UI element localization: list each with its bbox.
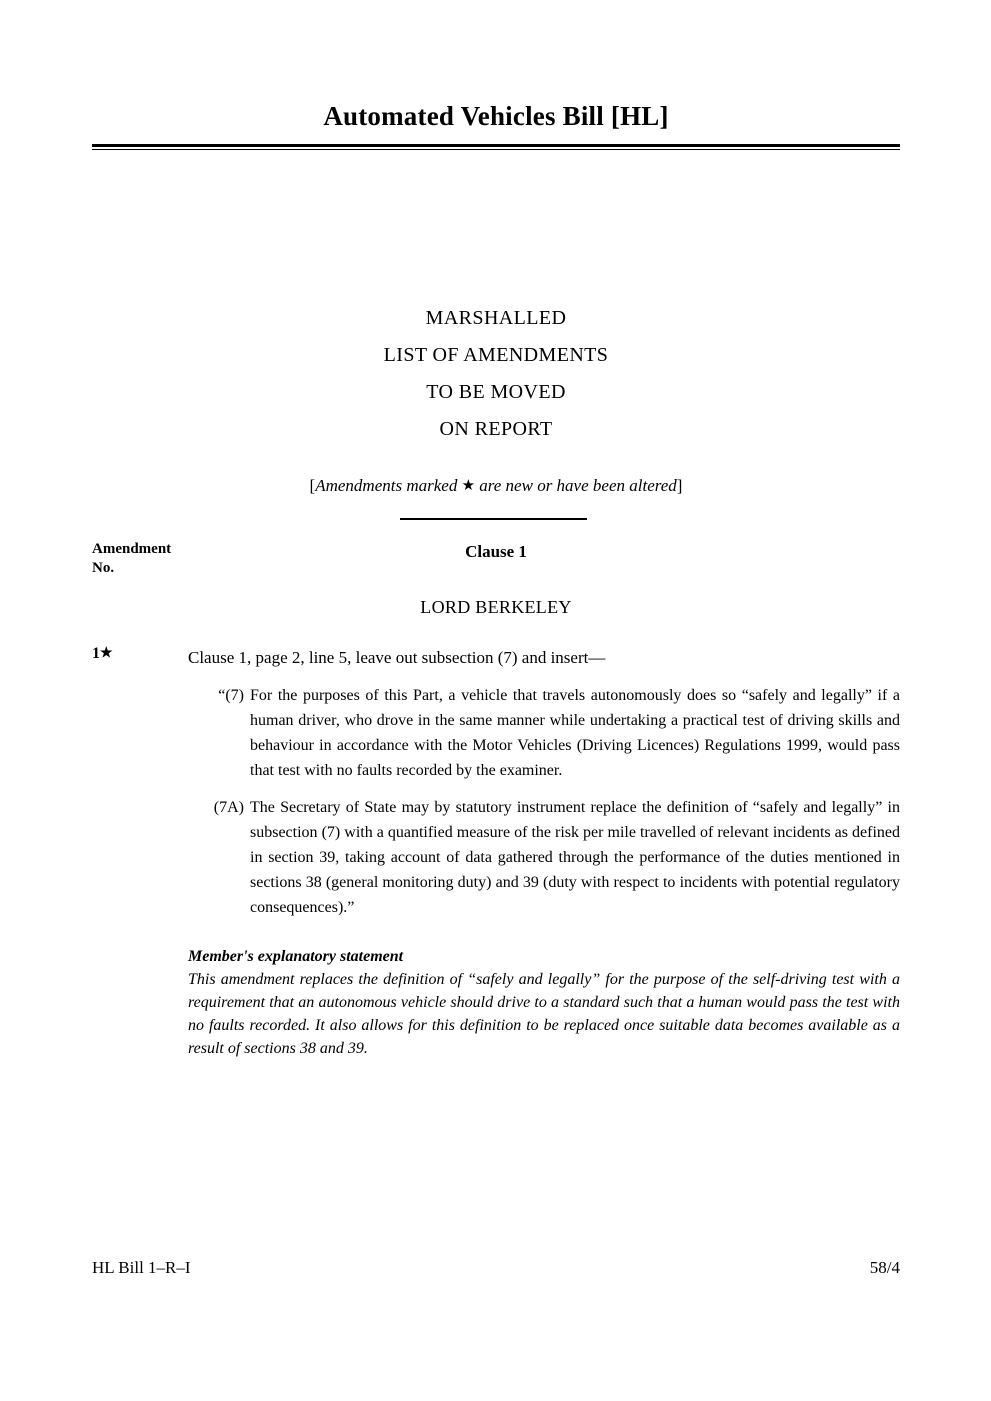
amendment-number xyxy=(92,645,162,663)
clause-separator-rule xyxy=(400,518,587,520)
amendment-number-value: 1 xyxy=(92,645,100,662)
page-footer xyxy=(92,1258,900,1278)
amendment-lead-text: Clause 1, page 2, line 5, leave out subsection (7) and insert— xyxy=(188,648,606,667)
heading-marshalled: MARSHALLED xyxy=(425,307,567,329)
note-text-after-star: are new or have been altered xyxy=(475,476,677,495)
title-rule-thin xyxy=(92,149,900,150)
title-block xyxy=(92,100,900,150)
note-open-bracket: [ xyxy=(309,476,316,495)
page-title: Automated Vehicles Bill [HL] xyxy=(323,101,669,131)
explanatory-statement xyxy=(188,945,900,1060)
amendment-head-row xyxy=(92,645,900,671)
amendment-no-label-line2: No. xyxy=(92,560,115,576)
subsection-item xyxy=(92,795,900,920)
footer-bill-reference: HL Bill 1–R–I xyxy=(92,1258,191,1277)
amendment-block xyxy=(92,645,900,1060)
heading-stack xyxy=(92,300,900,498)
note-text-before-star: Amendments marked xyxy=(315,476,462,495)
note-close-bracket: ] xyxy=(676,476,683,495)
explanatory-statement-body: This amendment replaces the definition of “safely and legally” for the purpose of the self-driving test with a requirement that an autonomous vehicle should drive to a standard such that a human would pass the test with no faults recorded. It also allows for this definition to be replaced once suitable data becomes available as a result of sections 38 and 39. xyxy=(188,971,900,1057)
subsection-text: For the purposes of this Part, a vehicle that travels autonomously does so “safely and legally” if a human driver, who drove in the same manner while undertaking a practical test of driving skills and behaviour in accordance with the Motor Vehicles (Driving Licences) Regulations 1999, would pass that test with no faults recorded by the examiner. xyxy=(250,687,900,779)
subsection-label: “(7) xyxy=(218,687,244,704)
heading-list-of-amendments: LIST OF AMENDMENTS xyxy=(383,344,609,366)
clause-heading: Clause 1 xyxy=(465,542,527,561)
star-icon: ★ xyxy=(100,646,113,661)
star-icon: ★ xyxy=(461,478,476,494)
explanatory-statement-heading: Member's explanatory statement xyxy=(188,948,404,965)
subsection-label: (7A) xyxy=(213,799,244,816)
amendments-marked-note xyxy=(92,474,900,498)
heading-on-report: ON REPORT xyxy=(439,418,553,440)
subsection-text: The Secretary of State may by statutory instrument replace the definition of “safely and legally” in subsection (7) with a quantified measure of the risk per mile travelled of relevant incidents as defined in section 39, taking account of data gathered through the performance of the duties mentioned in sections 38 (general monitoring duty) and 39 (duty with respect to incidents with potential regulatory consequences).” xyxy=(250,799,900,916)
subsection-item xyxy=(92,683,900,783)
member-name: LORD BERKELEY xyxy=(420,597,572,617)
heading-to-be-moved: TO BE MOVED xyxy=(426,381,566,403)
amendment-no-label-line1: Amendment xyxy=(92,541,172,557)
footer-page-number: 58/4 xyxy=(869,1258,900,1277)
